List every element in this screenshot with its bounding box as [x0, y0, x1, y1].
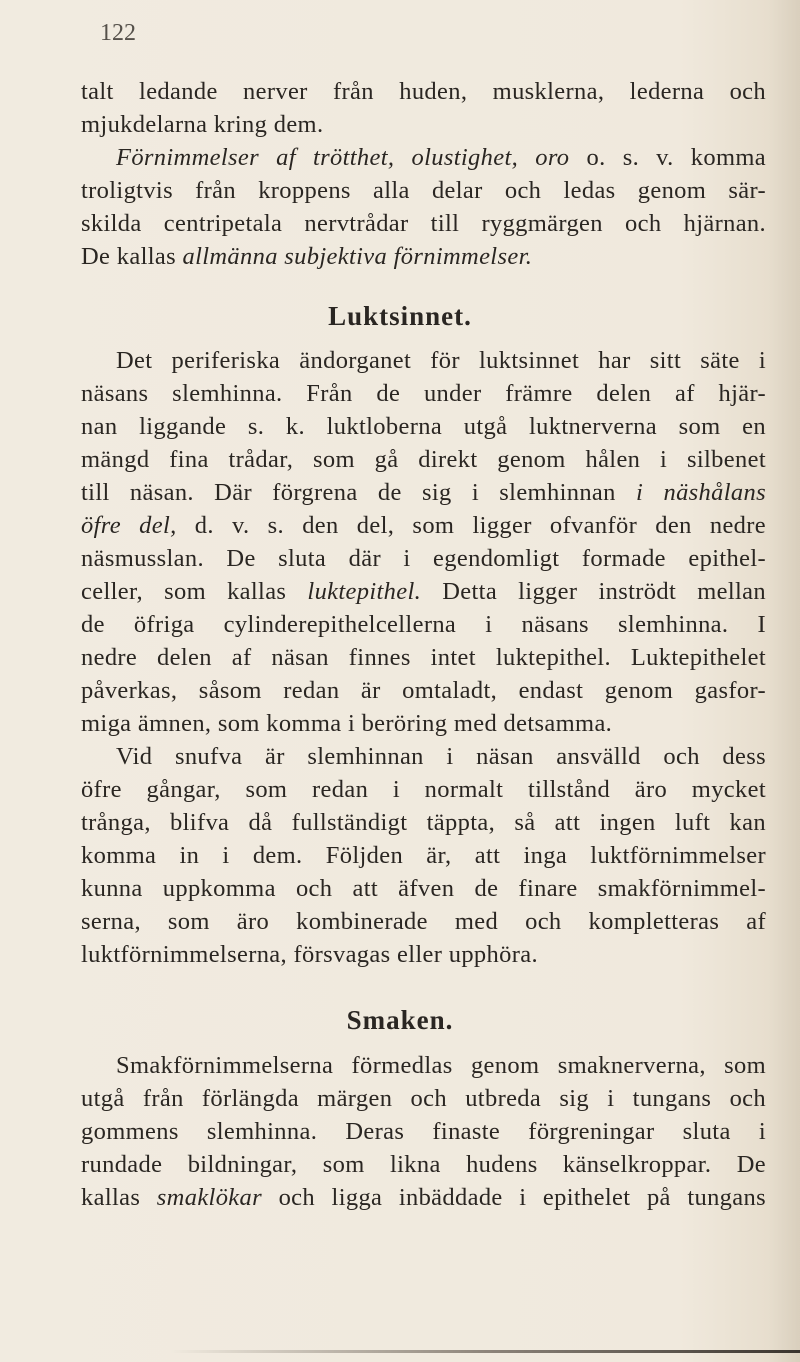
text-line: troligtvis från kroppens alla delar och ledas genom sär- [81, 177, 766, 204]
page-edge-shadow [170, 1350, 800, 1353]
text-line: Smakförnimmelserna förmedlas genom smaknerverna, som [116, 1052, 766, 1079]
text-line: utgå från förlängda märgen och utbreda sig i tungans och [81, 1085, 766, 1112]
paragraph-smell-organ [81, 344, 766, 740]
italic-term: i näshålans [636, 479, 766, 506]
section-heading-smell: Luktsinnet. [328, 301, 472, 331]
paragraph-general-sensations [81, 141, 766, 273]
text-line: luktförnimmelserna, försvagas eller upphöra. [81, 941, 538, 968]
text-line: näsans slemhinna. Från de under främre delen af hjär- [81, 380, 766, 407]
text-line: nan liggande s. k. luktloberna utgå luktnerverna som en [81, 413, 766, 440]
paragraph-cold [81, 740, 766, 971]
italic-term: Förnimmelser af trötthet, olustighet, [116, 144, 519, 171]
italic-term: smaklökar [156, 1184, 263, 1211]
text-line: Vid snufva är slemhinnan i näsan ansvälld och dess [116, 743, 766, 770]
text-line: rundade bildningar, som likna hudens känselkroppar. De [81, 1151, 766, 1178]
text-line: öfre gångar, som redan i normalt tillstånd äro mycket [81, 776, 766, 803]
section-heading-taste: Smaken. [346, 1005, 454, 1035]
text-line: celler, som kallas luktepithel. Detta ligger inströdt mellan [81, 578, 766, 605]
italic-term: oro [535, 144, 570, 171]
text-line: gommens slemhinna. Deras finaste förgreningar sluta i [81, 1118, 766, 1145]
text-line: talt ledande nerver från huden, musklerna, lederna och [81, 78, 766, 105]
text-line: serna, som äro kombinerade med och kompletteras af [81, 908, 766, 935]
text-line: påverkas, såsom redan är omtaladt, endast genom gasfor- [81, 677, 766, 704]
italic-term: allmänna subjektiva förnimmelser. [182, 243, 533, 270]
text-line: Det periferiska ändorganet för luktsinnet har sitt säte i [116, 347, 766, 374]
text-line: till näsan. Där förgrena de sig i slemhinnan i näshålans [81, 479, 766, 506]
paragraph-continuation [81, 75, 766, 141]
text-line: de öfriga cylinderepithelcellerna i näsans slemhinna. I [81, 611, 766, 638]
paragraph-taste [81, 1049, 766, 1214]
text-line: öfre del, d. v. s. den del, som ligger ofvanför den nedre [81, 512, 767, 539]
italic-term: luktepithel. [307, 578, 422, 605]
text-line: miga ämnen, som komma i beröring med detsamma. [81, 710, 613, 737]
text-line: mängd fina trådar, som gå direkt genom hålen i silbenet [81, 446, 766, 473]
text-line: skilda centripetala nervtrådar till ryggmärgen och hjärnan. [81, 210, 766, 237]
text-line: kunna uppkomma och att äfven de finare smakförnimmel- [81, 875, 766, 902]
page-number: 122 [100, 20, 136, 46]
text-line: kallas smaklökar och ligga inbäddade i epithelet på tungans [81, 1184, 766, 1211]
text-line: mjukdelarna kring dem. [81, 111, 324, 138]
text-line: De kallas allmänna subjektiva förnimmelser. [81, 243, 533, 270]
text-line: trånga, blifva då fullständigt täppta, så att ingen luft kan [81, 809, 766, 836]
text-line: näsmusslan. De sluta där i egendomligt formade epithel- [81, 545, 766, 572]
text-line: Förnimmelser af trötthet, olustighet, oro o. s. v. komma [116, 144, 766, 171]
text-line: komma in i dem. Följden är, att inga luktförnimmelser [81, 842, 766, 869]
italic-term: öfre del, [81, 512, 177, 539]
text-line: nedre delen af näsan finnes intet luktepithel. Luktepithelet [81, 644, 766, 671]
